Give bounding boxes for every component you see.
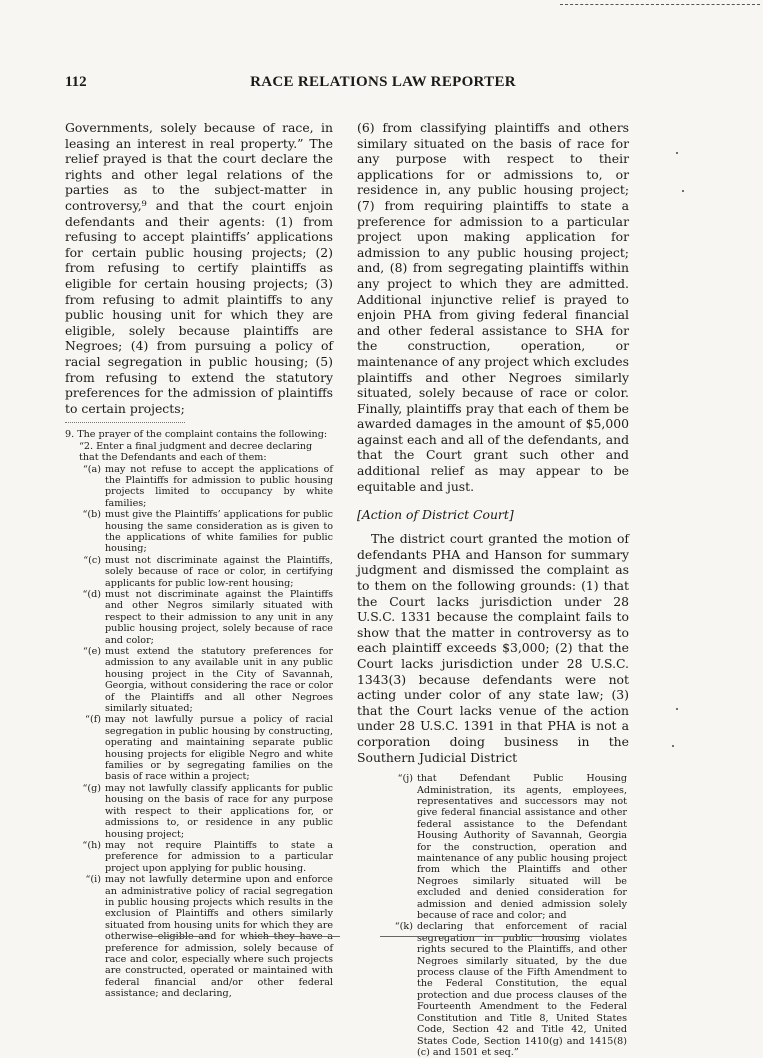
footnote-item (65, 783, 333, 840)
footnote-item-label: “(a) (82, 463, 101, 475)
footnote-item-label: “(g) (82, 782, 101, 794)
scan-speck (676, 708, 678, 710)
footnote-item-label: “(i) (85, 874, 101, 886)
footnote-item-label: “(j) (397, 773, 413, 785)
scan-speck (682, 190, 684, 192)
footnote-item-text: must not discriminate against the Plaintiffs and other Negros similarly situated with respect to their admission to any unit in any public housing project, solely because of race and color; (105, 588, 333, 646)
footnote-item (65, 714, 333, 782)
footnote-9-intro: “2. Enter a final judgment and decree declaring that the Defendants and each of them: (79, 440, 313, 464)
footnote-item-label: “(k) (394, 921, 413, 933)
scan-edge-rule (560, 4, 760, 5)
left-body-paragraph: Governments, solely because of race, in leasing an interest in real property.” The relief prayed is that the court declare the rights and other legal relations of the parties as to the subject-matter in controversy,⁹ and that the court enjoin defendants and their agents: (1) from refusing to accept plaintiffs’ applications for certain public housing projects; (2) from refusing to certify plaintiffs as eligible for certain housing projects; (3) from refusing to admit plaintiffs to any public housing unit for which they are eligible, solely because plaintiffs are Negroes; (4) from pursuing a policy of racial segregation in public housing; (5) from refusing to extend the statutory preferences for the admission of plaintiffs to certain projects; (65, 120, 333, 416)
footnote-item (65, 464, 333, 510)
footnote-item-text: may not lawfully classify applicants for public housing on the basis of race for any purpose with respect to their applications for, or admissions to, or residence in any public housing project; (105, 782, 333, 840)
footnote-divider (65, 422, 185, 423)
footnote-item-text: may not require Plaintiffs to state a preference for admission to a particular project upon applying for public housing. (105, 839, 333, 874)
footnote-item-text: may not lawfully determine upon and enforce an administrative policy of racial segregation in public housing projects which results in the exclusion of Plaintiffs and others similarly situated from housing units for which they are otherwise eligible and for which they have a preference for admission, solely because of race and color, especially where such projects are constructed, operated or maintained with federal financial and/or other federal assistance; and declaring, (105, 874, 333, 1000)
scan-speck (672, 745, 674, 747)
running-head: RACE RELATIONS LAW REPORTER (250, 74, 516, 90)
footnote-item-label: “(h) (82, 839, 101, 851)
footnote-9-head: 9. The prayer of the complaint contains the following: (65, 429, 328, 441)
page-header (65, 74, 701, 96)
footnote-item (65, 555, 333, 589)
scan-edge-rule (380, 936, 580, 937)
footnote-item-text: must not discriminate against the Plaintiffs, solely because of race or color, in certifying applicants for public low-rent housing; (105, 554, 333, 589)
right-column (357, 120, 629, 1058)
footnote-item-label: “(c) (83, 554, 101, 566)
footnote-item (377, 921, 627, 1058)
right-body-paragraph: (6) from classifying plaintiffs and others similary situated on the basis of race for any purpose with respect to their applications for or admissions to, or residence in, any public housing project; (7) from requiring plaintiffs to state a preference for admission to a particular project upon making application for admission to any public housing project; and, (8) from segregating plaintiffs within any project to which they are admitted. Additional injunctive relief is prayed to enjoin PHA from giving federal financial and other federal assistance to SHA for the construction, operation, or maintenance of any project which excludes plaintiffs and other Negroes similarly situated, solely because of race or color. Finally, plaintiffs pray that each of them be awarded damages in the amount of $5,000 against each and all of the defendants, and that the Court grant such other and additional relief as may appear to be equitable and just. (357, 120, 629, 494)
footnote-item-label: “(d) (82, 588, 101, 600)
footnote-item-text: must give the Plaintiffs’ applications for public housing the same consideration as is given to the applications of white families for public housing; (105, 509, 333, 555)
footnote-item-text: may not lawfully pursue a policy of racial segregation in public housing by constructing, operating and maintaining separate public housing projects for eligible Negro and white families or by segregating families on the basis of race within a project; (105, 714, 333, 783)
footnote-9-list (65, 464, 333, 1000)
footnote-item (65, 589, 333, 646)
footnote-item (65, 646, 333, 714)
footnote-item (377, 773, 627, 921)
footnote-item-text: that Defendant Public Housing Administration, its agents, employees, representatives and successors may not give federal financial assistance and other federal assistance to the Defendant Housing Authority of Savannah, Georgia for the construction, operation and maintenance of any public housing project from which the Plaintiffs and other Negroes similarly situated will be excluded and denied consideration for admission and denied admission solely because of race and color; and (417, 773, 627, 922)
scan-edge-rule (250, 936, 340, 937)
section-body-paragraph: The district court granted the motion of defendants PHA and Hanson for summary judgment and dismissed the complaint as to them on the following grounds: (1) that the Court lacks jurisdiction under 28 U.S.C. 1331 because the complaint fails to show that the matter in controversy as to each plaintiff exceeds $3,000; (2) that the Court lacks jurisdiction under 28 U.S.C. 1343(3) because defendants were not acting under color of any state law; (3) that the Court lacks venue of the action under 28 U.S.C. 1391 in that PHA is not a corporation doing business in the Southern Judicial District (357, 531, 629, 765)
left-column (65, 120, 333, 1000)
footnote-item-text: must extend the statutory preferences for admission to any available unit in any public housing project in the City of Savannah, Georgia, without considering the race or color of the Plaintiffs and all other Negroes similarly situated; (105, 646, 333, 715)
footnote-item (65, 509, 333, 555)
footnote-item-label: “(b) (82, 509, 101, 521)
footnote-item-label: “(f) (85, 714, 101, 726)
footnote-continuation (377, 773, 627, 1058)
scan-edge-rule (150, 936, 210, 937)
footnote-item-text: declaring that enforcement of racial segregation in public housing violates rights secured to the Plaintiffs, and other Negroes similarly situated, by the due process clause of the Fifth Amendment to the Federal Constitution, the equal protection and due process clauses of the Fourteenth Amendment to the Federal Constitution and Title 8, United States Code, Section 42 and Title 42, United States Code, Section 1410(g) and 1415(8)(c) and 1501 et seq.” (417, 921, 627, 1058)
footnote-item-label: “(e) (82, 646, 101, 657)
scan-speck (676, 152, 678, 154)
section-heading: [Action of District Court] (357, 507, 514, 523)
footnote-item-text: may not refuse to accept the applications of the Plaintiffs for admission to public housing projects limited to occupancy by white families; (105, 463, 333, 509)
footnote-item (65, 840, 333, 874)
page-number: 112 (65, 74, 87, 90)
